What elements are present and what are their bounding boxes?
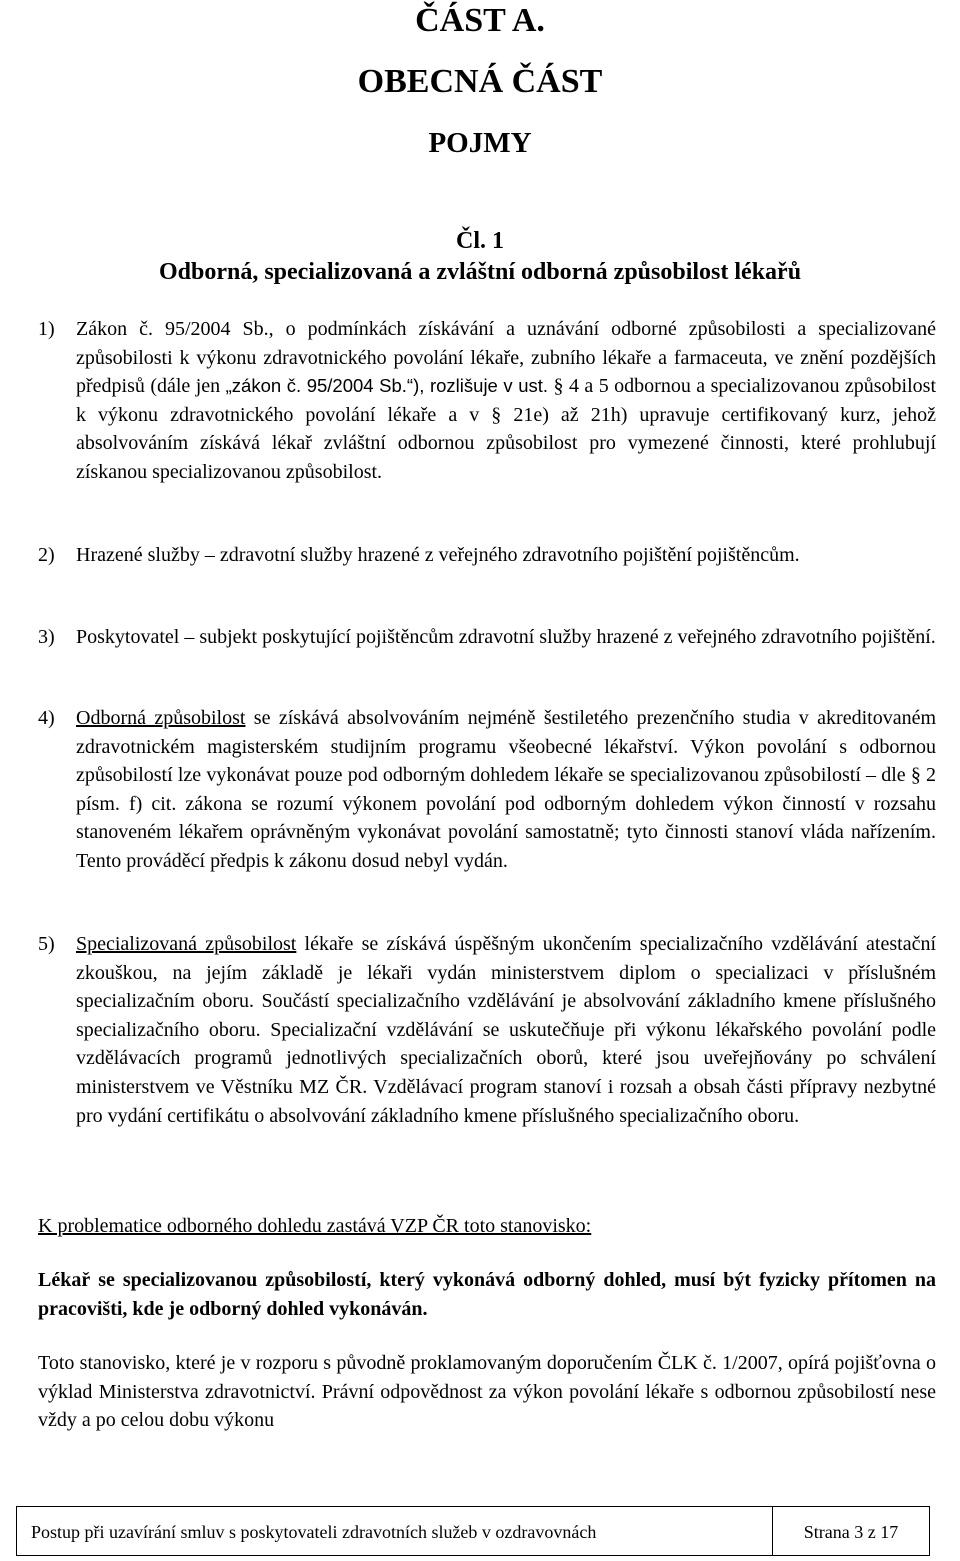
list-item-1 — [38, 315, 936, 487]
page-footer — [16, 1506, 930, 1556]
position-heading: K problematice odborného dohledu zastává VZP ČR toto stanovisko: — [38, 1215, 592, 1237]
list-item-number: 1) — [38, 318, 55, 340]
list-item-text: Poskytovatel – subjekt poskytující pojištěncům zdravotní služby hrazené z veřejného zdravotního pojištění. — [76, 626, 936, 648]
list-item-4 — [38, 704, 936, 876]
part-heading: ČÁST A. — [415, 2, 545, 39]
list-item-number: 2) — [38, 544, 55, 566]
list-item-5 — [38, 930, 936, 1130]
list-item-2 — [38, 541, 936, 570]
list-item-3 — [38, 623, 936, 652]
defined-term: Odborná způsobilost — [76, 707, 246, 729]
list-item-number: 4) — [38, 707, 55, 729]
list-item-text: Zákon č. 95/2004 Sb., o podmínkách získávání a uznávání odborné způsobilosti a specializované způsobilosti k výkonu zdravotnického povolání lékaře, zubního lékaře a farmaceuta, ve znění pozdějších předpisů (dále jen „zákon č. 95/2004 Sb.“), rozlišuje v ust. § 4 a 5 odbornou a specializovanou způsobilost k výkonu zdravotnického povolání lékaře a v § 21e) až 21h) upravuje certifikovaný kurz, jehož absolvováním získává lékař zvláštní odbornou způsobilost pro vymezené činnosti, které prohlubují získanou specializovanou způsobilost. — [76, 318, 936, 483]
list-item-text: Specializovaná způsobilost lékaře se získává úspěšným ukončením specializačního vzdělávání atestační zkouškou, na jejím základě je lékaři vydán ministerstvem diplom o specializaci v příslušném specializačním oboru. Součástí specializačního vzdělávání je absolvování základního kmene příslušného specializačního oboru. Specializační vzdělávání se uskutečňuje při výkonu lékařského povolání podle vzdělávacích programů jednotlivých specializačních oborů, které jsou uveřejňovány po schválení ministerstvem ve Věstníku MZ ČR. Vzdělávací program stanoví i rozsah a obsah části přípravy nezbytné pro vydání certifikátu o absolvování základního kmene příslušného specializačního oboru. — [76, 933, 937, 1127]
position-bold-statement: Lékař se specializovanou způsobilostí, který vykonává odborný dohled, musí být fyzicky přítomen na pracovišti, kde je odborný dohled vykonáván. — [38, 1269, 936, 1320]
position-paragraph: Toto stanovisko, které je v rozporu s původně proklamovaným doporučením ČLK č. 1/2007, opírá pojišťovna o výklad Ministerstva zdravotnictví. Právní odpovědnost za výkon povolání lékaře s odbornou způsobilostí nese vždy a po celou dobu výkonu — [38, 1352, 936, 1432]
article-number: Čl. 1 — [456, 228, 504, 254]
terms-heading: POJMY — [428, 127, 532, 159]
defined-term: Specializovaná způsobilost — [76, 933, 297, 955]
list-item-number: 3) — [38, 626, 55, 648]
footer-title: Postup při uzavírání smluv s poskytovateli zdravotních služeb v ozdravovnách — [31, 1522, 597, 1542]
list-item-text: Odborná způsobilost se získává absolvováním nejméně šestiletého prezenčního studia v akreditovaném zdravotnickém magisterském studijním programu všeobecné lékařství. Výkon povolání s odbornou způsobilostí lze vykonávat pouze pod odborným dohledem lékaře se specializovanou způsobilostí – dle § 2 písm. f) cit. zákona se rozumí výkonem povolání pod odborným dohledem výkon činností v rozsahu stanoveném lékařem oprávněným vykonávat povolání samostatně; tyto činnosti stanoví vláda nařízením. Tento prováděcí předpis k zákonu dosud nebyl vydán. — [76, 707, 937, 872]
article-title: Odborná, specializovaná a zvláštní odborná způsobilost lékařů — [158, 259, 802, 285]
general-part-heading: OBECNÁ ČÁST — [357, 63, 603, 100]
footer-page-number: Strana 3 z 17 — [772, 1507, 929, 1555]
list-item-text: Hrazené služby – zdravotní služby hrazené z veřejného zdravotního pojištění pojištěncům. — [76, 544, 800, 566]
list-item-number: 5) — [38, 933, 55, 955]
